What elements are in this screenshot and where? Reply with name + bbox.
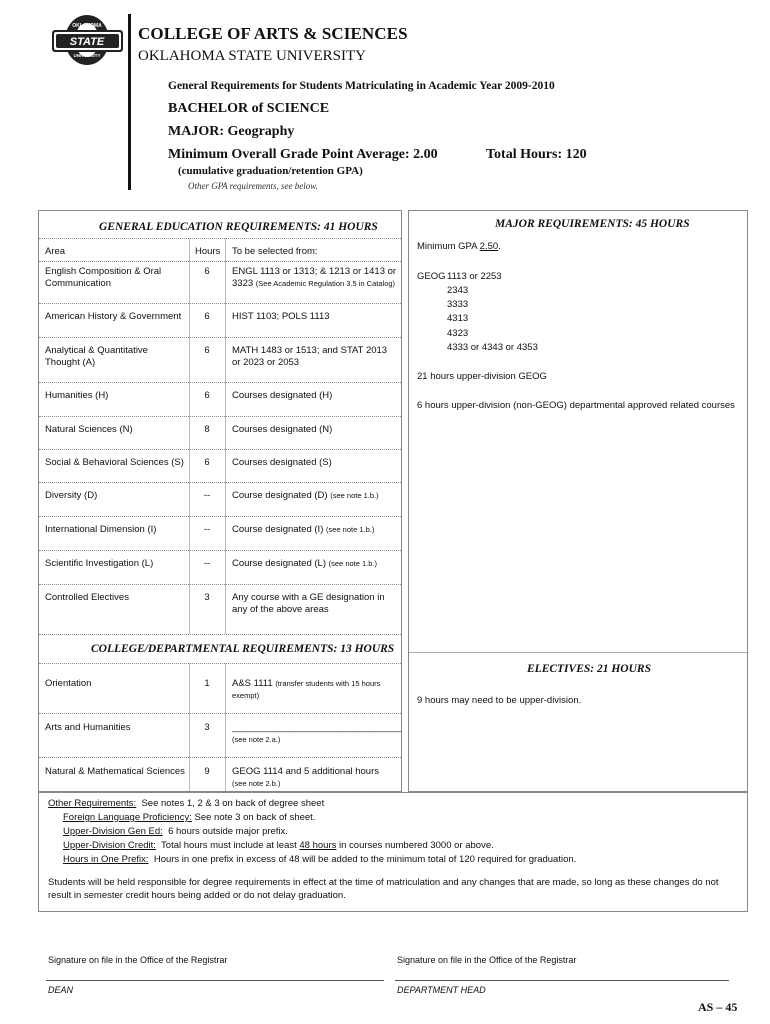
logo-mid-text: STATE — [69, 36, 105, 48]
major-related: 6 hours upper-division (non-GEOG) departmental approved related courses — [417, 400, 735, 411]
gen-ed-note: (see note 1.b.) — [326, 525, 375, 534]
gen-ed-select — [232, 490, 398, 502]
gen-ed-select — [232, 558, 398, 570]
col-hours: Hours — [195, 246, 221, 257]
geog-prefix: GEOG — [417, 271, 446, 282]
gen-ed-note: (See Academic Regulation 3.5 in Catalog) — [255, 279, 396, 288]
university-title: OKLAHOMA STATE UNIVERSITY — [138, 48, 366, 64]
logo-bottom-text: UNIVERSITY — [73, 53, 101, 58]
gen-ed-box — [38, 210, 402, 792]
dean-label: DEAN — [48, 985, 74, 995]
degree-title: BACHELOR of SCIENCE — [168, 101, 330, 116]
upper-div-gen-ed: Upper-Division Gen Ed: 6 hours outside major prefix. — [63, 826, 288, 837]
gen-ed-area: Diversity (D) — [45, 490, 98, 501]
gen-ed-hours: 6 — [204, 311, 210, 322]
gen-ed-hours: -- — [203, 524, 211, 535]
electives-note: 9 hours may need to be upper-division. — [417, 695, 582, 706]
gen-ed-hours: 6 — [204, 390, 210, 401]
gen-ed-select — [232, 345, 398, 369]
major-heading: MAJOR REQUIREMENTS: 45 HOURS — [495, 218, 690, 230]
gen-ed-select — [232, 524, 398, 536]
gen-ed-area: Natural Sciences (N) — [45, 424, 133, 435]
logo-top-text: OKLAHOMA — [72, 23, 102, 29]
gen-ed-hours: 3 — [204, 592, 210, 603]
col-area: Area — [45, 246, 66, 257]
cumulative-note: (cumulative graduation/retention GPA) — [178, 165, 363, 177]
row-divider — [39, 303, 401, 304]
row-divider — [39, 713, 401, 714]
gen-ed-select — [232, 266, 398, 290]
college-area: Orientation — [45, 678, 92, 689]
college-hours: 3 — [204, 722, 210, 733]
dept-head-label: DEPARTMENT HEAD — [397, 985, 486, 995]
major-course: 4323 — [447, 328, 469, 339]
gen-ed-select-text: ENGL 1113 or 1313; & 1213 or 1413 or 3323 — [232, 266, 397, 289]
gen-ed-select-text: HIST 1103; POLS 1113 — [232, 311, 330, 322]
upper-div-credit: Upper-Division Credit: Total hours must include at least 48 hours in courses numbered 3000 or above. — [63, 840, 494, 851]
gen-ed-select-text: Courses designated (S) — [232, 457, 332, 468]
min-gpa: Minimum Overall Grade Point Average: 2.00 — [168, 147, 438, 162]
gen-ed-area: Controlled Electives — [45, 592, 129, 603]
gen-ed-hours: 8 — [204, 424, 210, 435]
gen-ed-select-text: Courses designated (N) — [232, 424, 333, 435]
row-divider — [39, 482, 401, 483]
college-area: Natural & Mathematical Sciences — [45, 766, 185, 777]
gen-ed-select-text: Course designated (I) — [232, 524, 324, 535]
row-divider — [39, 550, 401, 551]
college-select-text: GEOG 1114 and 5 additional hours — [232, 766, 379, 777]
other-requirements-box — [38, 792, 748, 912]
major-course: 4313 — [447, 313, 469, 324]
gen-ed-area: English Composition & Oral Communication — [45, 266, 162, 289]
college-note: (transfer students with 15 hours exempt) — [232, 679, 381, 700]
gen-ed-select — [232, 390, 398, 402]
college-select-text: ________________________________ — [232, 722, 402, 733]
sig-left-label: Signature on file in the Office of the Registrar — [48, 955, 228, 965]
college-note: (see note 2.b.) — [232, 779, 281, 788]
responsibility-note: Students will be held responsible for degree requirements in effect at the time of matriculation and any changes that are made, so long as these changes do not result in semester credit hours being added or do not delay graduation. — [48, 877, 719, 901]
gen-ed-area: Humanities (H) — [45, 390, 109, 401]
college-select-text: A&S 1111 — [232, 678, 273, 689]
major-course: 2343 — [447, 285, 469, 296]
gen-ed-note: (see note 1.b.) — [330, 491, 379, 500]
total-hours: Total Hours: 120 — [486, 147, 587, 162]
gen-ed-select-text: MATH 1483 or 1513; and STAT 2013 or 2023 or 2053 — [232, 345, 388, 368]
gen-ed-area: Scientific Investigation (L) — [45, 558, 154, 569]
gen-ed-hours: 6 — [204, 457, 210, 468]
sig-right-label: Signature on file in the Office of the Registrar — [397, 955, 577, 965]
college-select — [232, 766, 398, 790]
row-divider — [39, 337, 401, 338]
gen-ed-hours: -- — [203, 490, 211, 501]
gen-ed-select — [232, 424, 398, 436]
row-divider — [39, 416, 401, 417]
major-upper-div: 21 hours upper-division GEOG — [417, 371, 547, 382]
general-requirements-line: General Requirements for Students Matriculating in Academic Year 2009-2010 — [168, 80, 555, 92]
foreign-language: Foreign Language Proficiency: See note 3 on back of sheet. — [63, 812, 316, 823]
gen-ed-note: (see note 1.b.) — [328, 559, 378, 568]
row-divider — [39, 516, 401, 517]
gen-ed-hours: 6 — [204, 266, 210, 277]
major-box — [408, 210, 748, 792]
row-divider — [39, 449, 401, 450]
major-course: 3333 — [447, 299, 469, 310]
major-min-gpa: Minimum GPA 2.50. — [417, 241, 501, 252]
gen-ed-select-text: Course designated (D) — [232, 490, 328, 501]
major-course: 1113 or 2253 — [447, 271, 502, 282]
osu-logo — [50, 14, 125, 66]
college-hours: 1 — [204, 678, 210, 689]
gen-ed-hours: -- — [203, 558, 211, 569]
gen-ed-select-text: Courses designated (H) — [232, 390, 333, 401]
gen-ed-heading: GENERAL EDUCATION REQUIREMENTS: 41 HOURS — [99, 221, 378, 233]
gen-ed-hours: 6 — [204, 345, 210, 356]
college-hours: 9 — [204, 766, 210, 777]
gen-ed-select-text: Any course with a GE designation in any of the above areas — [232, 592, 385, 615]
electives-heading: ELECTIVES: 21 HOURS — [527, 663, 651, 675]
hours-one-prefix: Hours in One Prefix: Hours in one prefix in excess of 48 will be added to the minimum total of 120 required for graduation. — [63, 854, 577, 865]
college-note: (see note 2.a.) — [232, 735, 281, 744]
college-title: COLLEGE OF ARTS & SCIENCES — [138, 24, 408, 43]
col-select: To be selected from: — [232, 246, 318, 257]
gen-ed-select — [232, 457, 398, 469]
college-select — [232, 678, 398, 702]
gen-ed-area: International Dimension (I) — [45, 524, 157, 535]
major-course: 4333 or 4343 or 4353 — [447, 342, 538, 353]
college-dept-heading: COLLEGE/DEPARTMENTAL REQUIREMENTS: 13 HOURS — [91, 643, 395, 655]
college-area: Arts and Humanities — [45, 722, 131, 733]
page-id: AS – 45 — [698, 1000, 738, 1014]
major-title: MAJOR: Geography — [168, 124, 295, 139]
gen-ed-area: American History & Government — [45, 311, 182, 322]
row-divider — [39, 757, 401, 758]
row-divider — [39, 584, 401, 585]
gen-ed-select — [232, 592, 398, 616]
other-requirements: Other Requirements: See notes 1, 2 & 3 on back of degree sheet — [48, 798, 325, 809]
header-divider — [128, 14, 131, 190]
gen-ed-area: Analytical & Quantitative Thought (A) — [45, 345, 148, 368]
gen-ed-area: Social & Behavioral Sciences (S) — [45, 457, 184, 468]
gen-ed-select — [232, 311, 398, 323]
row-divider — [39, 382, 401, 383]
gen-ed-select-text: Course designated (L) — [232, 558, 326, 569]
college-select — [232, 722, 402, 746]
other-gpa-note: Other GPA requirements, see below. — [188, 181, 318, 191]
